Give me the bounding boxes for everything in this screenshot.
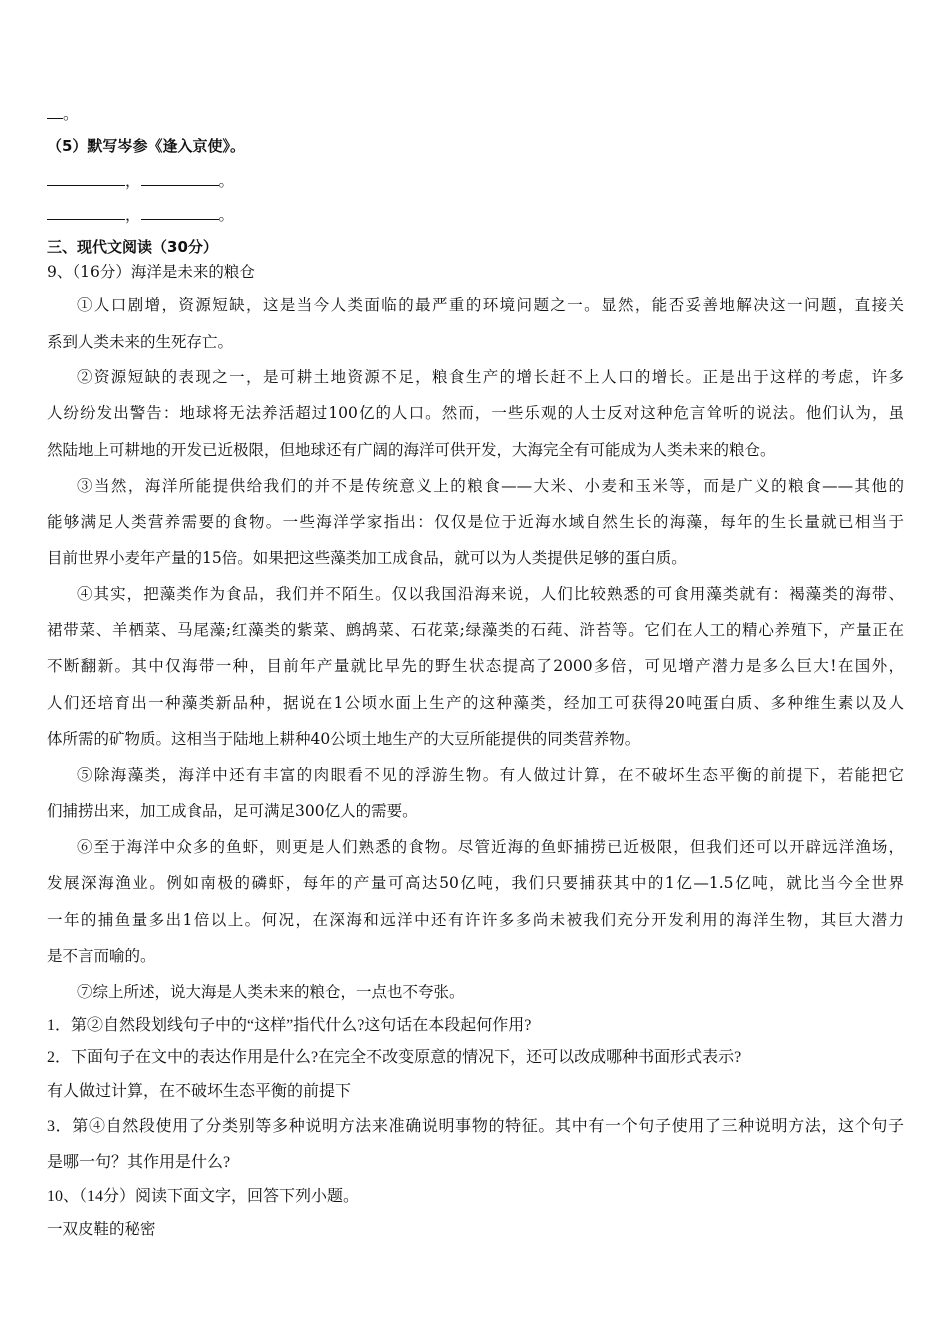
section-heading: 三、现代文阅读（30分） [47,238,218,256]
paragraph-2-line: 然陆地上可耕地的开发已近极限，但地球还有广阔的海洋可供开发，大海完全有可能成为人类未来的粮仓。 [47,441,776,459]
paragraph-2-line: 人纷纷发出警告：地球将无法养活超过100亿的人口。然而，一些乐观的人士反对这种危言耸听的说法。他们认为，虽 [47,404,904,422]
question-10: 10、（14分）阅读下面文字，回答下列小题。 [47,1188,360,1205]
paragraph-3-line: ③当然，海洋所能提供给我们的并不是传统意义上的粮食——大米、小麦和玉米等，而是广义的粮食——其他的 [77,477,904,495]
paragraph-3-line: 能够满足人类营养需要的食物。一些海洋学家指出：仅仅是位于近海水域自然生长的海藻，每年的生长量就已相当于 [47,513,904,531]
paragraph-7: ⑦综上所述，说大海是人类未来的粮仓，一点也不夸张。 [77,983,465,1001]
answer-blank[interactable] [141,170,219,186]
answer-blank[interactable] [47,170,125,186]
question-2-quote: 有人做过计算，在不破坏生态平衡的前提下 [47,1083,352,1100]
paragraph-5-line: ⑤除海藻类，海洋中还有丰富的肉眼看不见的浮游生物。有人做过计算，在不破坏生态平衡的前提下，若能把它 [77,766,904,784]
previous-answer-tail: 。 [47,103,79,125]
question-9-title: 9、（16分）海洋是未来的粮仓 [47,263,255,281]
paragraph-5-line: 们捕捞出来，加工成食品，足可满足300亿人的需要。 [47,802,418,820]
paragraph-6-line: 是不言而喻的。 [47,947,156,965]
question-3-line: 是哪一句？其作用是什么? [47,1154,231,1171]
question-3-line: 3．第④自然段使用了分类别等多种说明方法来准确说明事物的特征。其中有一个句子使用了三种说明方法，这个句子 [47,1118,904,1135]
paragraph-4-line: ④其实，把藻类作为食品，我们并不陌生。仅以我国沿海来说，人们比较熟悉的可食用藻类就有：褐藻类的海带、 [77,585,904,603]
paragraph-4-line: 体所需的矿物质。这相当于陆地上耕种40公顷土地生产的大豆所能提供的同类营养物。 [47,730,641,748]
paragraph-6-line: 发展深海渔业。例如南极的磷虾，每年的产量可高达50亿吨，我们只要捕获其中的1亿—1.5亿吨，就比当今全世界 [47,874,904,892]
paragraph-1-line: 系到人类未来的生死存亡。 [47,333,234,351]
answer-blank[interactable] [47,204,125,220]
paragraph-6-line: 一年的捕鱼量多出1倍以上。何况，在深海和远洋中还有许许多多尚未被我们充分开发利用的海洋生物，其巨大潜力 [47,911,904,929]
paragraph-2-line: ②资源短缺的表现之一，是可耕土地资源不足，粮食生产的增长赶不上人口的增长。正是出于这样的考虑，许多 [77,368,904,386]
answer-blank[interactable] [47,104,63,119]
fill-blank-line-2: ， 。 [47,204,234,226]
fill-blank-line-1: ， 。 [47,170,234,192]
paragraph-3-line: 目前世界小麦年产量的15倍。如果把这些藻类加工成食品，就可以为人类提供足够的蛋白质。 [47,549,687,567]
fill-item-5: （5）默写岑参《逢入京使》。 [47,137,245,155]
answer-blank[interactable] [141,204,219,220]
paragraph-6-line: ⑥至于海洋中众多的鱼虾，则更是人们熟悉的食物。尽管近海的鱼虾捕捞已近极限，但我们还可以开辟远洋渔场， [77,838,904,856]
question-1: 1．第②自然段划线句子中的“这样”指代什么?这句话在本段起何作用? [47,1017,532,1034]
paragraph-4-line: 不断翻新。其中仅海带一种，目前年产量就比早先的野生状态提高了2000多倍，可见增产潜力是多么巨大!在国外， [47,657,904,675]
paragraph-1-line: ①人口剧增，资源短缺，这是当今人类面临的最严重的环境问题之一。显然，能否妥善地解决这一问题，直接关 [77,296,904,314]
paragraph-4-line: 裙带菜、羊栖菜、马尾藻;红藻类的紫菜、鹧鸪菜、石花菜;绿藻类的石莼、浒苔等。它们在人工的精心养殖下，产量正在 [47,621,904,639]
paragraph-4-line: 人们还培育出一种藻类新品种，据说在1公顷水面上生产的这种藻类，经加工可获得20吨蛋白质、多种维生素以及人 [47,694,904,712]
question-2: 2．下面句子在文中的表达作用是什么?在完全不改变原意的情况下，还可以改成哪种书面形式表示? [47,1049,742,1066]
story-title: 一双皮鞋的秘密 [47,1220,156,1238]
